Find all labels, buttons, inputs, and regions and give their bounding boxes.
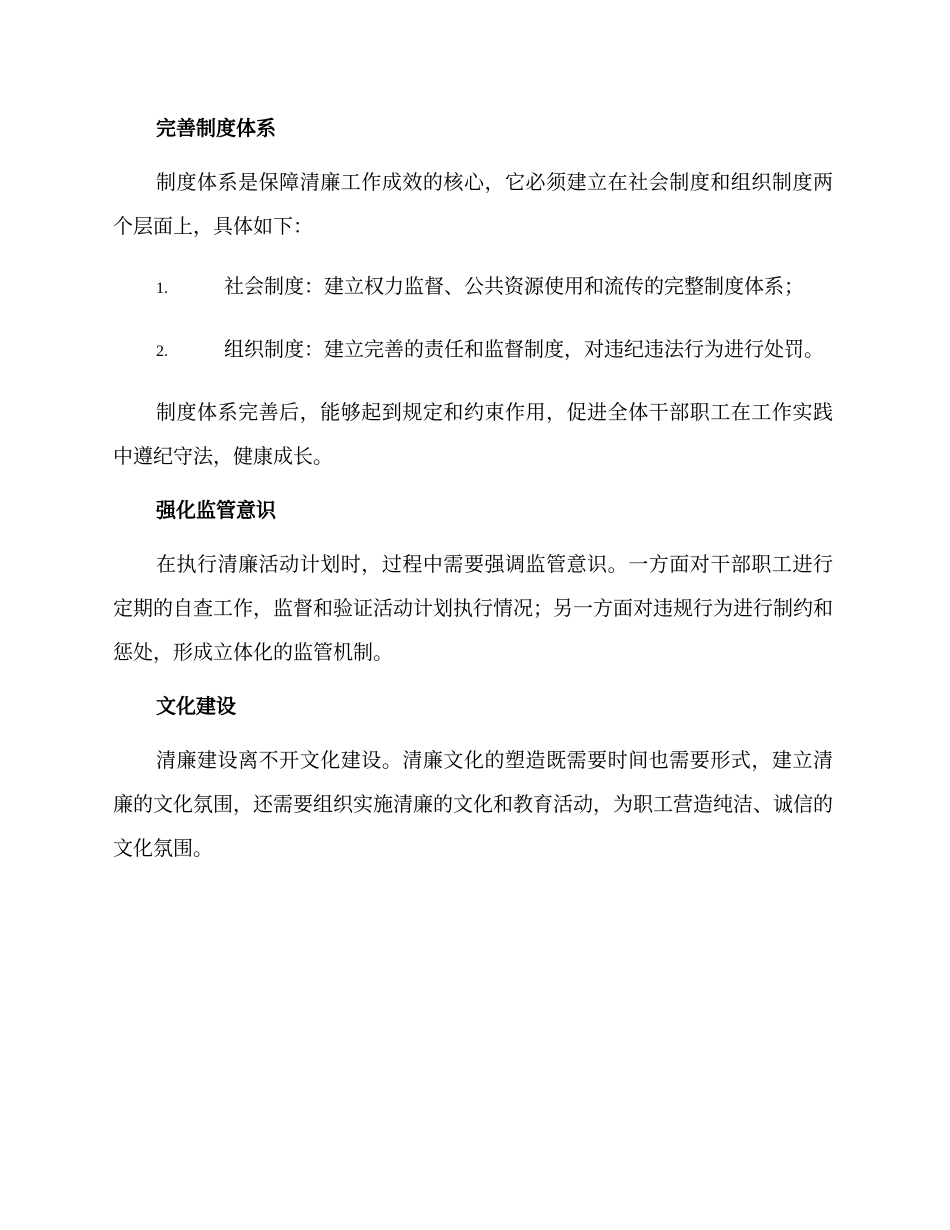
list-number: 1. [156, 280, 168, 297]
section-body-culture: 清廉建设离不开文化建设。清廉文化的塑造既需要时间也需要形式，建立清廉的文化氛围，还需要组织实施清廉的文化和教育活动，为职工营造纯洁、诚信的文化氛围。 [113, 748, 833, 860]
list-item-organization [113, 327, 833, 374]
list-item-text: 社会制度：建立权力监督、公共资源使用和流传的完整制度体系； [224, 274, 804, 298]
section-heading-system: 完善制度体系 [156, 116, 276, 140]
section-heading-supervision: 强化监管意识 [156, 498, 276, 522]
section-intro-system: 制度体系是保障清廉工作成效的核心，它必须建立在社会制度和组织制度两个层面上，具体如下： [113, 170, 833, 238]
list-item-social [113, 264, 833, 311]
list-number: 2. [156, 343, 168, 360]
section-heading-culture: 文化建设 [156, 694, 236, 718]
document-page [113, 110, 833, 870]
section-body-supervision: 在执行清廉活动计划时，过程中需要强调监管意识。一方面对干部职工进行定期的自查工作，监督和验证活动计划执行情况；另一方面对违规行为进行制约和惩处，形成立体化的监管机制。 [113, 552, 833, 664]
section-conclusion-system: 制度体系完善后，能够起到规定和约束作用，促进全体干部职工在工作实践中遵纪守法，健康成长。 [113, 400, 833, 468]
list-item-text: 组织制度：建立完善的责任和监督制度，对违纪违法行为进行处罚。 [224, 337, 824, 361]
